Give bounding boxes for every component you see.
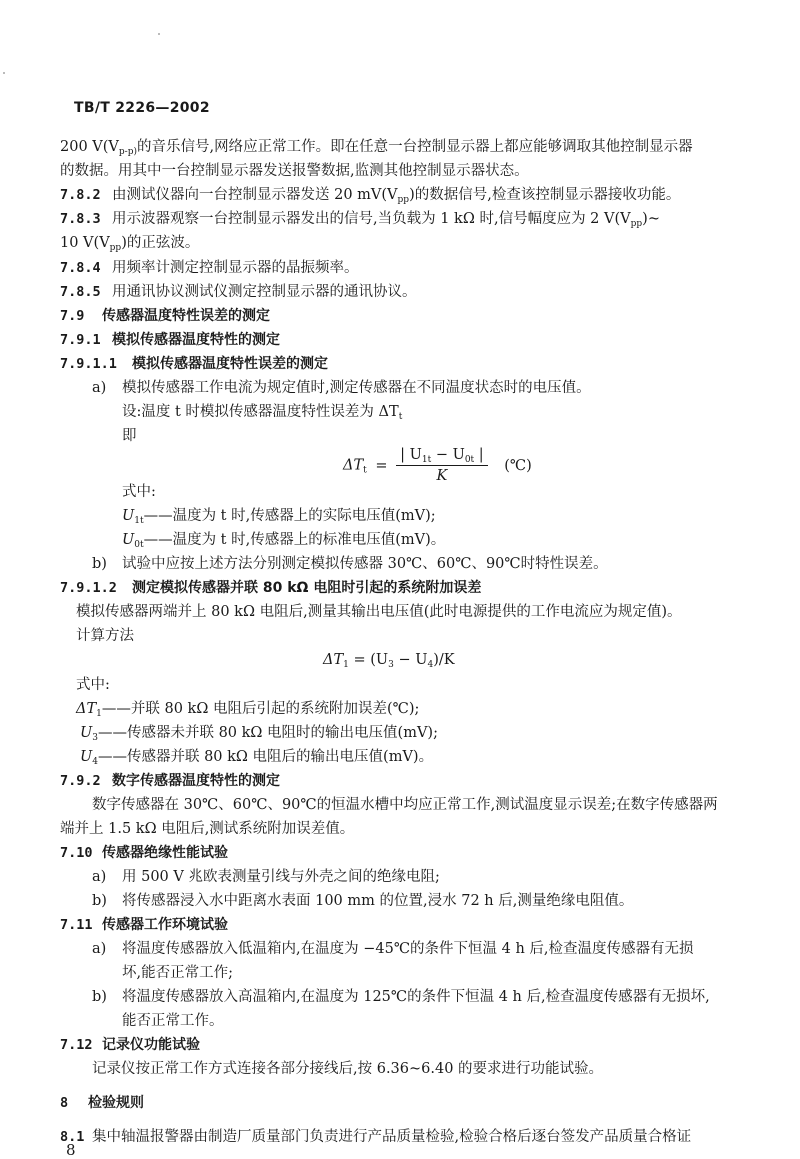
paragraph-line: 端并上 1.5 kΩ 电阻后,测试系统附加误差值。 bbox=[60, 821, 355, 837]
variable-definition: $U_4——$传感器并联 80 kΩ 电阻后的输出电压值(mV)。 bbox=[80, 749, 434, 767]
list-item-b: b) 将温度传感器放入高温箱内,在温度为 125℃的条件下恒温 4 h 后,检查温度传感器有无损坏, bbox=[92, 989, 710, 1005]
section-heading-7-9-1: 7.9.1 模拟传感器温度特性的测定 bbox=[60, 332, 280, 348]
variable-definition: $U_3——$传感器未并联 80 kΩ 电阻时的输出电压值(mV); bbox=[80, 725, 438, 743]
document-header-id: TB/T 2226—2002 bbox=[74, 100, 210, 116]
list-item-b: b) 将传感器浸入水中距离水表面 100 mm 的位置,浸水 72 h 后,测量绝缘电阻值。 bbox=[92, 893, 634, 909]
paragraph-line: 坏,能否正常工作; bbox=[122, 965, 233, 981]
variable-definition: $U_{0t}——$温度为 t 时,传感器上的标准电压值(mV)。 bbox=[122, 532, 446, 550]
clause-7-8-3: 7.8.3 用示波器观察一台控制显示器发出的信号,当负载为 1 kΩ 时,信号幅度应为 2 $V(V_{pp})\sim$ bbox=[60, 211, 660, 229]
section-heading-7-9: 7.9 传感器温度特性误差的测定 bbox=[60, 308, 270, 324]
paragraph-line: 计算方法 bbox=[76, 628, 134, 644]
clause-7-8-2: 7.8.2 由测试仪器向一台控制显示器发送 20 $mV(V_{pp})$的数据信号,检查该控制显示器接收功能。 bbox=[60, 187, 681, 205]
scan-speck bbox=[158, 33, 160, 35]
list-item-a: a) 模拟传感器工作电流为规定值时,测定传感器在不同温度状态时的电压值。 bbox=[92, 380, 591, 396]
section-heading-7-11: 7.11 传感器工作环境试验 bbox=[60, 917, 228, 933]
section-heading-7-10: 7.10 传感器绝缘性能试验 bbox=[60, 845, 228, 861]
paragraph-line: 记录仪按正常工作方式连接各部分接线后,按 6.36~6.40 的要求进行功能试验。 bbox=[92, 1061, 604, 1077]
list-item-a: a) 用 500 V 兆欧表测量引线与外壳之间的绝缘电阻; bbox=[92, 869, 440, 885]
formula-delta-t: $\Delta T_t$ = $\frac{| U_{1t} - U_{0t} |}{K}$ (℃) bbox=[343, 447, 532, 484]
page-number: 8 bbox=[66, 1141, 76, 1159]
section-heading-7-9-1-2: 7.9.1.2 测定模拟传感器并联 80 kΩ 电阻时引起的系统附加误差 bbox=[60, 580, 482, 596]
paragraph-line: 式中: bbox=[76, 677, 110, 693]
list-item-b: b) 试验中应按上述方法分别测定模拟传感器 30℃、60℃、90℃时特性误差。 bbox=[92, 556, 608, 572]
formula-fraction: $\frac{| U_{1t} - U_{0t} |}{K}$ bbox=[396, 446, 488, 485]
paragraph-line: 即 bbox=[122, 428, 137, 444]
section-heading-7-9-1-1: 7.9.1.1 模拟传感器温度特性误差的测定 bbox=[60, 356, 328, 372]
variable-definition: $U_{1t}——$温度为 t 时,传感器上的实际电压值(mV); bbox=[122, 508, 436, 526]
clause-7-8-5: 7.8.5 用通讯协议测试仪测定控制显示器的通讯协议。 bbox=[60, 284, 417, 300]
paragraph-line: 能否正常工作。 bbox=[122, 1013, 224, 1029]
paragraph-line: 模拟传感器两端并上 80 kΩ 电阻后,测量其输出电压值(此时电源提供的工作电流应为规定值)。 bbox=[76, 604, 682, 620]
paragraph-line: 200 $V(V_{p-p)}$的音乐信号,网络应正常工作。即在任意一台控制显示器上都应能够调取其他控制显示器 bbox=[60, 139, 693, 157]
variable-definition: $\Delta T_1——$并联 80 kΩ 电阻后引起的系统附加误差(℃); bbox=[76, 701, 420, 719]
paragraph-line: 的数据。用其中一台控制显示器发送报警数据,监测其他控制显示器状态。 bbox=[60, 163, 529, 179]
formula-delta-t1: $\Delta T_1 = (U_3 - U_4)/K$ bbox=[323, 652, 455, 670]
scan-speck bbox=[3, 72, 5, 74]
paragraph-line: 数字传感器在 30℃、60℃、90℃的恒温水槽中均应正常工作,测试温度显示误差;在数字传感器两 bbox=[92, 797, 718, 813]
section-heading-8: 8 检验规则 bbox=[60, 1095, 144, 1111]
clause-7-8-4: 7.8.4 用频率计测定控制显示器的晶振频率。 bbox=[60, 260, 359, 276]
section-heading-7-9-2: 7.9.2 数字传感器温度特性的测定 bbox=[60, 773, 280, 789]
section-heading-7-12: 7.12 记录仪功能试验 bbox=[60, 1037, 200, 1053]
list-item-a: a) 将温度传感器放入低温箱内,在温度为 −45℃的条件下恒温 4 h 后,检查温度传感器有无损 bbox=[92, 941, 694, 957]
paragraph-line: 式中: bbox=[122, 484, 156, 500]
paragraph-line: 10 $V(V_{pp})$的正弦波。 bbox=[60, 235, 200, 253]
paragraph-line: 设:温度 t 时模拟传感器温度特性误差为 $\Delta T_t$ bbox=[122, 404, 403, 422]
section-heading-8-1: 8.1 集中轴温报警器由制造厂质量部门负责进行产品质量检验,检验合格后逐台签发产品质量合格证 bbox=[60, 1129, 692, 1145]
